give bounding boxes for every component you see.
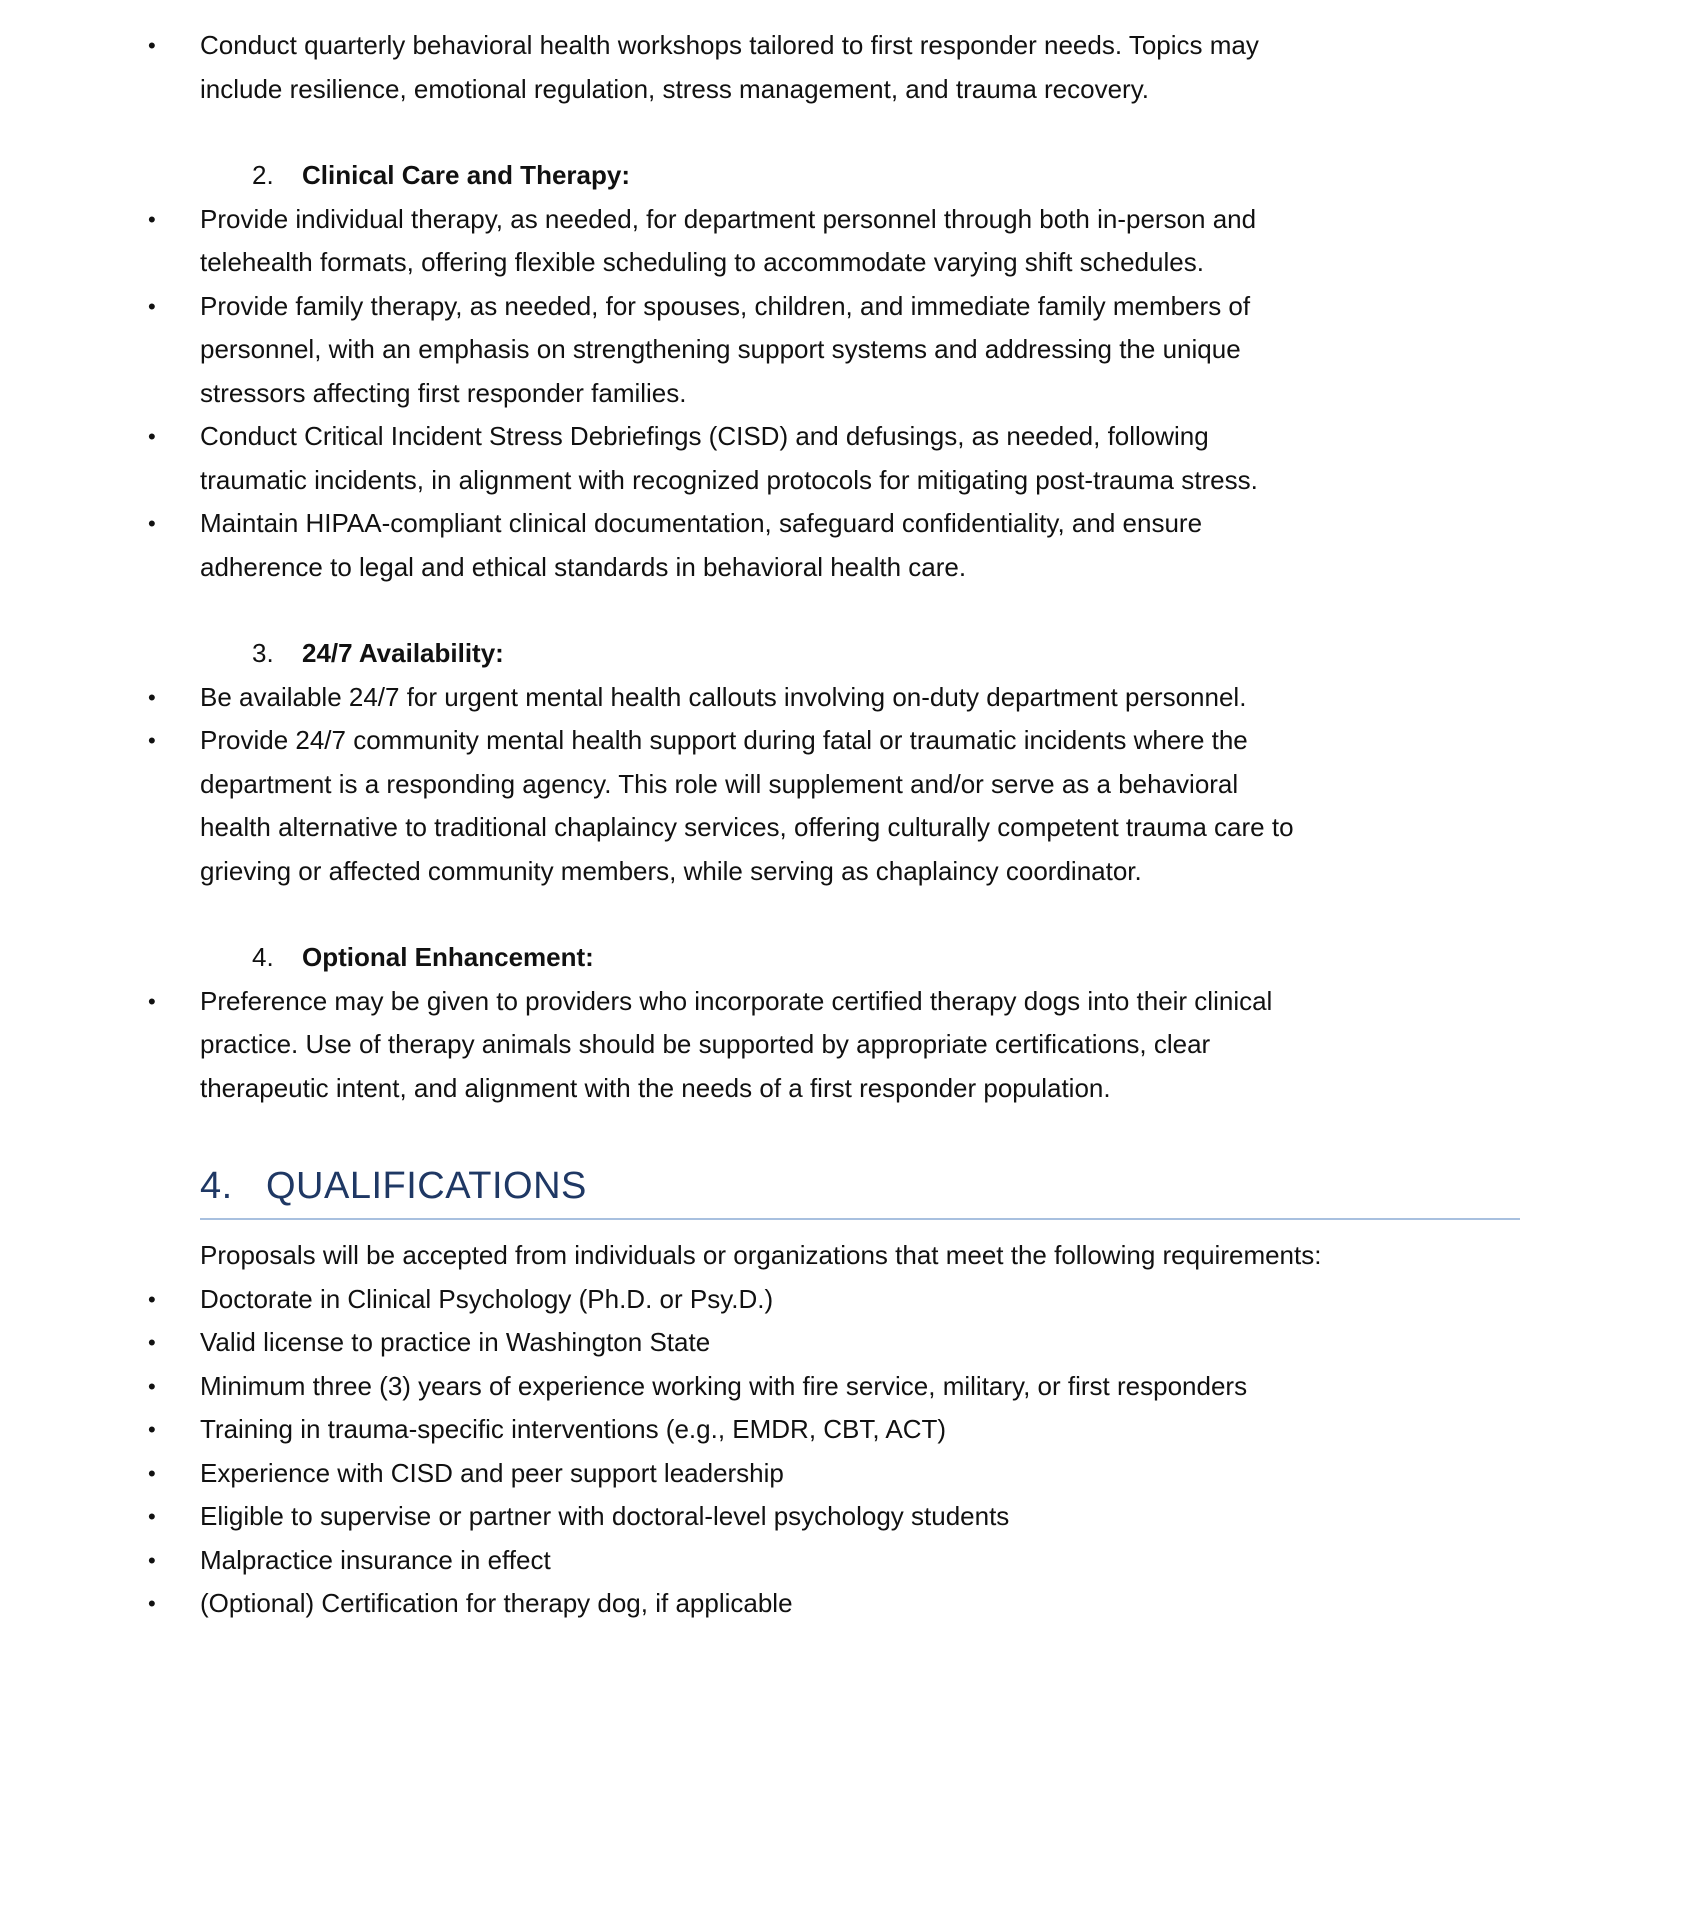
bullet-icon: • (148, 1286, 156, 1312)
list-item-text: Doctorate in Clinical Psychology (Ph.D. or Psy.D.) (200, 1283, 774, 1314)
section-title: 24/7 Availability: (302, 638, 504, 668)
section-number: 3. (252, 638, 274, 668)
numbered-section-availability (148, 632, 1520, 893)
section-title: Optional Enhancement: (302, 942, 594, 972)
section-number: 4. (252, 942, 274, 972)
list-item (148, 719, 1310, 893)
list-item-text: Maintain HIPAA-compliant clinical documentation, safeguard confidentiality, and ensure adherence to legal and ethical standards in behavioral health care. (200, 508, 1203, 582)
numbered-section-heading (252, 154, 1520, 198)
heading-number: 4. (200, 1165, 233, 1207)
list-item (148, 502, 1310, 589)
numbered-section-optional-enhancement (148, 936, 1520, 1110)
section-number: 2. (252, 160, 274, 190)
list-item-text: Valid license to practice in Washington State (200, 1327, 711, 1357)
list-item-text: Conduct Critical Incident Stress Debriefings (CISD) and defusings, as needed, following traumatic incidents, in alignment with recognized protocols for mitigating post-trauma stress. (200, 421, 1258, 495)
bullet-icon: • (148, 1417, 156, 1442)
list-item (148, 1278, 1400, 1322)
list-item (148, 415, 1310, 502)
list-item-text: Provide family therapy, as needed, for spouses, children, and immediate family members of personnel, with an emphasis on strengthening support systems and addressing the unique stressors affecting first responder families. (200, 290, 1251, 408)
list-item (148, 1321, 1400, 1365)
list-item (148, 1452, 1400, 1496)
list-item-text: Training in trauma-specific interventions (e.g., EMDR, CBT, ACT) (200, 1414, 947, 1444)
page-content (148, 24, 1520, 1626)
list-item (148, 1495, 1400, 1539)
bullet-list (148, 676, 1310, 894)
bullet-icon: • (148, 293, 156, 319)
bullet-icon: • (148, 424, 156, 449)
bullet-list (148, 980, 1310, 1111)
section-title: Clinical Care and Therapy: (302, 160, 630, 190)
bullet-icon: • (148, 511, 156, 536)
list-item (148, 198, 1310, 285)
list-item-text: Malpractice insurance in effect (200, 1544, 551, 1575)
bullet-icon: • (148, 988, 156, 1014)
bullet-icon: • (148, 33, 156, 58)
bullet-icon: • (148, 1547, 156, 1573)
bullet-icon: • (148, 684, 156, 710)
list-item (148, 980, 1310, 1111)
bullet-icon: • (148, 1504, 156, 1529)
list-item (148, 1539, 1400, 1583)
list-item-text: Preference may be given to providers who incorporate certified therapy dogs into their clinical practice. Use of therapy animals should be supported by appropriate certifications, clear therapeutic intent, and alignment with the needs of a first responder population. (200, 985, 1273, 1103)
list-item (148, 1365, 1400, 1409)
numbered-section-clinical-care (148, 154, 1520, 589)
bullet-list (148, 198, 1310, 590)
bullet-icon: • (148, 1373, 156, 1399)
heading-title: QUALIFICATIONS (266, 1165, 587, 1207)
list-item-text: Experience with CISD and peer support leadership (200, 1457, 784, 1488)
list-item-text: Conduct quarterly behavioral health workshops tailored to first responder needs. Topics may include resilience, emotional regulation, stress management, and trauma recovery. (200, 30, 1259, 104)
qualifications-list (148, 1278, 1400, 1626)
bullet-icon: • (148, 206, 156, 232)
bullet-icon: • (148, 1591, 156, 1616)
list-item-text: Provide 24/7 community mental health support during fatal or traumatic incidents where the department is a responding agency. This role will supplement and/or serve as a behavioral health alternative to traditional chaplaincy services, offering culturally competent trauma care to grieving or affected community members, while serving as chaplaincy coordinator. (200, 725, 1294, 886)
list-item-text: Be available 24/7 for urgent mental health callouts involving on-duty department personnel. (200, 681, 1247, 712)
list-item (148, 1582, 1400, 1626)
bullet-icon: • (148, 728, 156, 753)
continued-bullet-list (148, 24, 1310, 111)
bullet-icon: • (148, 1460, 156, 1486)
list-item-text: Eligible to supervise or partner with doctoral-level psychology students (200, 1501, 1010, 1531)
list-item (148, 24, 1310, 111)
list-item (148, 285, 1310, 416)
numbered-section-heading (252, 936, 1520, 980)
numbered-section-heading (252, 632, 1520, 676)
list-item (148, 1408, 1400, 1452)
list-item-text: Minimum three (3) years of experience working with fire service, military, or first responders (200, 1370, 1248, 1401)
list-item-text: (Optional) Certification for therapy dog, if applicable (200, 1588, 793, 1618)
qualifications-intro: Proposals will be accepted from individuals or organizations that meet the following requirements: (200, 1240, 1322, 1270)
list-item (148, 676, 1310, 720)
qualifications-heading (200, 1160, 1520, 1220)
list-item-text: Provide individual therapy, as needed, for department personnel through both in-person and telehealth formats, offering flexible scheduling to accommodate varying shift schedules. (200, 203, 1257, 277)
bullet-icon: • (148, 1330, 156, 1355)
